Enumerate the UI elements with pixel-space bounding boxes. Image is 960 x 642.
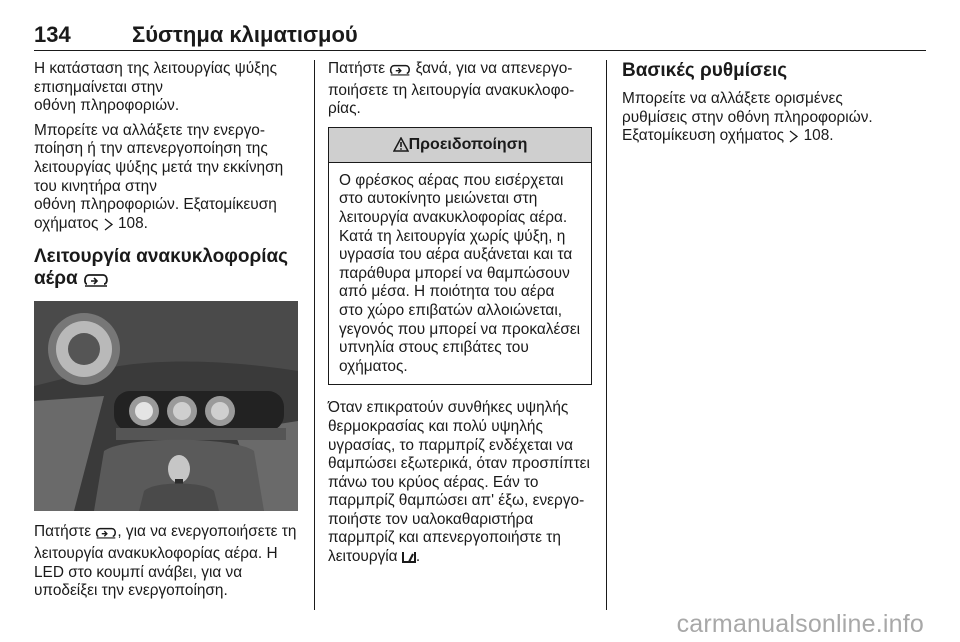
page-header [34, 22, 926, 52]
paragraph: Μπορείτε να αλλάξετε την ενεργοποίηση ή την απενεργοποίηση της λειτουργίας ψύξης μετά την εκκίνηση του κινητήρα στην οθόνη πληροφοριών. Εξατομίκευση οχήματος 108. [34, 122, 302, 237]
page-reference-icon [103, 218, 114, 237]
dashboard-photo [34, 301, 298, 511]
warning-box [328, 127, 592, 386]
watermark: carmanualsonline.info [676, 610, 924, 638]
paragraph: Η κατάσταση της λειτουργίας ψύξης επισημαίνεται στην οθόνη πληροφοριών. [34, 60, 278, 115]
column-middle [328, 60, 592, 576]
paragraph: Πατήστε , για να ενεργοποιήσετε τη λειτουργία ανακυκλοφορίας αέρα. Η LED στο κουμπί ανάβει, για να υποδείξει την ενεργοποίηση. [34, 523, 297, 600]
page-reference[interactable]: 108. [117, 214, 148, 232]
section-heading: Βασικές ρυθμίσεις [622, 60, 788, 81]
page-number: 134 [34, 22, 71, 47]
section-heading: Λειτουργία ανακυκλοφορίας αέρα [34, 246, 302, 293]
paragraph: Όταν επικρατούν συνθήκες υψηλής θερμοκρασίας και πολύ υψηλής υγρασίας, το παρμπρίζ ενδέχεται να θαμπώσει εξωτερικά, όταν προσπίπτει πάνω του κρύος αέρας. Εάν το παρμπρίζ θαμπώσει απ' έξω, ενεργοποιήστε τον υαλοκαθαριστήρα παρμπρίζ και απενεργοποιήστε τη λειτουργία . [328, 399, 592, 569]
column-left [34, 60, 302, 607]
page-reference[interactable]: 108. [803, 127, 834, 145]
windscreen-wiper-icon [402, 550, 416, 570]
column-divider [606, 60, 607, 610]
paragraph: Πατήστε ξανά, για να απενεργοποιήσετε τη λειτουργία ανακυκλοφορίας. [328, 60, 575, 118]
chapter-title: Σύστημα κλιματισμού [132, 22, 358, 47]
page-reference-icon [788, 130, 799, 149]
warning-title: Προειδοποίηση [408, 135, 528, 153]
warning-header [329, 128, 591, 163]
air-recirculation-icon [95, 525, 117, 545]
header-rule [34, 50, 926, 51]
warning-triangle-icon [393, 131, 409, 165]
warning-text: Ο φρέσκος αέρας που εισέρχεται στο αυτοκίνητο μειώνεται στη λειτουργία ανακυκλοφορίας αέρα. Κατά τη λειτουργία χωρίς ψύξη, η υγρασία του αέρα αυξάνεται και τα παράθυρα μπορεί να θαμπώσουν από μέσα. Η ποιότητα του αέρα στο χώρο επιβατών αλλοιώνεται, γεγονός που μπορεί να προκαλέσει υπνηλία στους επιβάτες του οχήματος. [339, 171, 581, 375]
air-recirculation-icon [83, 271, 109, 293]
column-right [622, 60, 892, 155]
air-recirculation-icon [389, 62, 411, 82]
paragraph: Μπορείτε να αλλάξετε ορισμένες ρυθμίσεις στην οθόνη πληροφοριών. Εξατομίκευση οχήματος 108. [622, 90, 892, 149]
column-divider [314, 60, 315, 610]
